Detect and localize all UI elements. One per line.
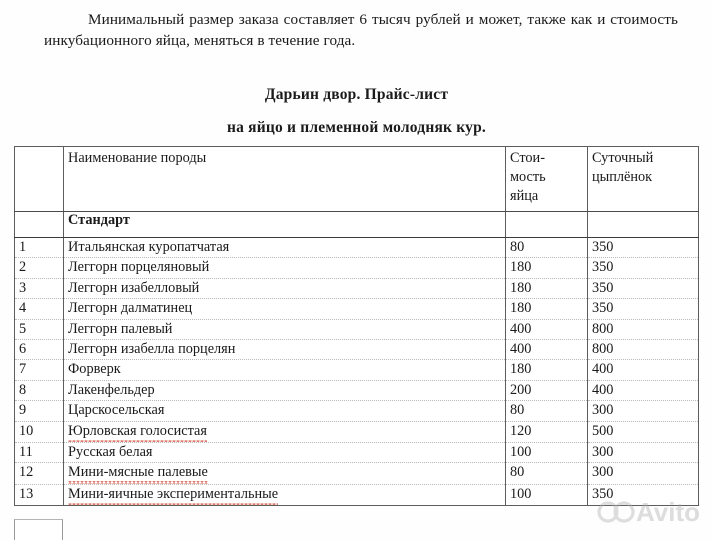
cell-chick-price: 350 [588, 258, 699, 278]
cell-row-number: 7 [15, 360, 64, 380]
cell-breed-name: Леггорн палевый [64, 319, 506, 339]
cell-row-number: 8 [15, 380, 64, 400]
cell-row-number: 4 [15, 299, 64, 319]
cell-row-number: 12 [15, 463, 64, 484]
price-list-title-block [0, 85, 713, 138]
section-cell-chick-price [588, 212, 699, 238]
cell-egg-price: 180 [506, 360, 588, 380]
cell-breed-name: Царскосельская [64, 401, 506, 421]
cell-row-number: 6 [15, 340, 64, 360]
cell-egg-price: 80 [506, 463, 588, 484]
header-cell-number [15, 147, 64, 212]
cell-egg-price: 120 [506, 421, 588, 442]
table-row [15, 340, 699, 360]
cell-row-number: 1 [15, 238, 64, 258]
table-row [15, 421, 699, 442]
table-row [15, 319, 699, 339]
cell-row-number: 10 [15, 421, 64, 442]
table-row [15, 401, 699, 421]
price-list-title-line-2: на яйцо и племенной молодняк кур. [226, 119, 486, 136]
cell-chick-price: 400 [588, 360, 699, 380]
cell-breed-name: Форверк [64, 360, 506, 380]
cell-chick-price: 350 [588, 238, 699, 258]
cell-chick-price: 300 [588, 463, 699, 484]
cell-egg-price: 400 [506, 319, 588, 339]
spellcheck-underline: Мини-мясные палевые [68, 463, 208, 483]
cell-chick-price: 350 [588, 484, 699, 505]
cell-chick-price: 800 [588, 340, 699, 360]
cell-egg-price: 80 [506, 238, 588, 258]
cell-chick-price: 400 [588, 380, 699, 400]
price-table-body [15, 147, 699, 506]
header-cell-breed-name: Наименование породы [64, 147, 506, 212]
table-section-row-standard [15, 212, 699, 238]
cell-breed-name [64, 421, 506, 442]
cell-egg-price: 100 [506, 484, 588, 505]
table-header-row [15, 147, 699, 212]
table-row [15, 484, 699, 505]
price-list-title-line-1: Дарьин двор. Прайс-лист [264, 86, 449, 103]
table-row [15, 238, 699, 258]
header-chick-price-line-1: Суточный [592, 150, 654, 166]
header-egg-price-line-3: яйца [510, 188, 539, 204]
cell-breed-name: Леггорн далматинец [64, 299, 506, 319]
header-cell-chick-price [588, 147, 699, 212]
cell-egg-price: 180 [506, 258, 588, 278]
cell-egg-price: 100 [506, 443, 588, 463]
table-row [15, 463, 699, 484]
cell-breed-name: Русская белая [64, 443, 506, 463]
cell-breed-name: Лакенфельдер [64, 380, 506, 400]
table-row [15, 299, 699, 319]
cell-row-number: 5 [15, 319, 64, 339]
header-egg-price-line-1: Стои- [510, 150, 545, 166]
cell-chick-price: 350 [588, 278, 699, 298]
cell-chick-price: 500 [588, 421, 699, 442]
cell-breed-name: Леггорн изабелла порцелян [64, 340, 506, 360]
cell-row-number: 13 [15, 484, 64, 505]
section-cell-egg-price [506, 212, 588, 238]
cell-chick-price: 300 [588, 401, 699, 421]
cell-egg-price: 180 [506, 278, 588, 298]
cell-chick-price: 300 [588, 443, 699, 463]
table-row [15, 360, 699, 380]
cell-breed-name: Итальянская куропатчатая [64, 238, 506, 258]
cell-egg-price: 200 [506, 380, 588, 400]
section-label-standard: Стандарт [64, 212, 506, 238]
cell-breed-name [64, 463, 506, 484]
spellcheck-underline: Мини-яичные экспериментальные [68, 485, 278, 505]
cell-egg-price: 180 [506, 299, 588, 319]
table-partial-cut-cell [14, 519, 63, 540]
cell-breed-name: Леггорн изабелловый [64, 278, 506, 298]
cell-row-number: 9 [15, 401, 64, 421]
table-row [15, 278, 699, 298]
cell-breed-name [64, 484, 506, 505]
spellcheck-underline: Юрловская голосистая [68, 422, 207, 442]
svg-text:Avito: Avito [636, 497, 701, 527]
cell-row-number: 2 [15, 258, 64, 278]
header-cell-egg-price [506, 147, 588, 212]
table-row [15, 380, 699, 400]
header-chick-price-line-2: цыплёнок [592, 169, 653, 185]
cell-row-number: 11 [15, 443, 64, 463]
section-cell-number [15, 212, 64, 238]
cell-row-number: 3 [15, 278, 64, 298]
cell-egg-price: 400 [506, 340, 588, 360]
header-egg-price-line-2: мость [510, 169, 546, 185]
cell-chick-price: 800 [588, 319, 699, 339]
intro-paragraph: Минимальный размер заказа составляет 6 тысяч рублей и может, также как и стоимость инкубационного яйца, меняться в течение года. [44, 11, 678, 49]
cell-chick-price: 350 [588, 299, 699, 319]
cell-breed-name: Леггорн порцеляновый [64, 258, 506, 278]
price-table [14, 146, 699, 506]
table-row [15, 443, 699, 463]
table-row [15, 258, 699, 278]
price-table-container [14, 146, 698, 506]
cell-egg-price: 80 [506, 401, 588, 421]
